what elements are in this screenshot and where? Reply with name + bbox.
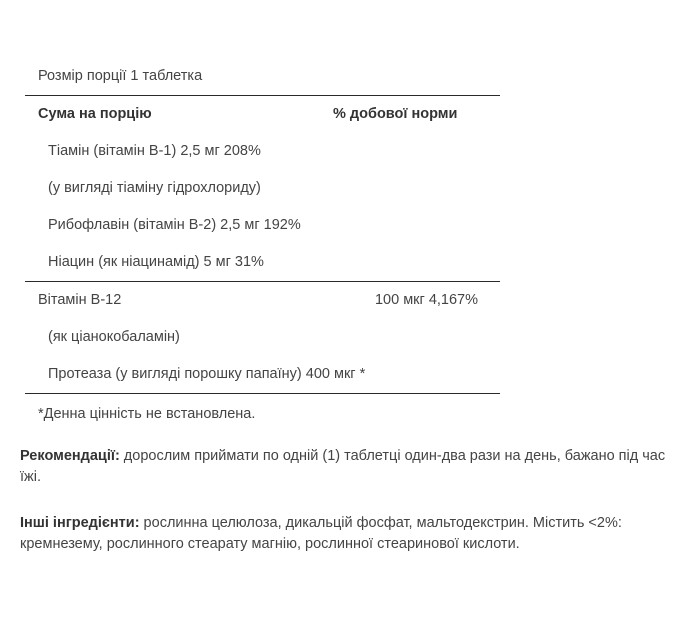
supplement-facts-table bbox=[25, 58, 500, 434]
nutrient-row-thiamin: Тіамін (вітамін B-1) 2,5 мг 208% bbox=[48, 143, 261, 159]
other-ingredients-text: рослинна целюлоза, дикальцій фосфат, мальтодекстрин. Містить <2%: кремнезему, рослинного стеарату магнію, рослинної стеаринової кислоти. bbox=[20, 515, 622, 552]
daily-value-header: % добової норми bbox=[333, 106, 458, 122]
daily-value-footnote: *Денна цінність не встановлена. bbox=[38, 406, 256, 422]
facts-header bbox=[25, 96, 500, 133]
recommendations-paragraph bbox=[20, 446, 670, 488]
other-ingredients-label: Інші інгредієнти: bbox=[20, 515, 140, 531]
recommendations-text: дорослим приймати по одній (1) таблетці один-два рази на день, бажано під час їжі. bbox=[20, 448, 666, 485]
b12-name: Вітамін B-12 bbox=[38, 292, 122, 308]
amount-per-serving-header: Сума на порцію bbox=[38, 106, 152, 122]
nutrient-row-b12 bbox=[25, 281, 500, 319]
nutrient-row-thiamin-form: (у вигляді тіаміну гідрохлориду) bbox=[48, 180, 261, 196]
nutrient-row-niacin: Ніацин (як ніацинамід) 5 мг 31% bbox=[48, 254, 264, 270]
nutrient-row-b12-form: (як ціанокобаламін) bbox=[48, 329, 180, 345]
b12-value: 100 мкг 4,167% bbox=[374, 292, 478, 308]
nutrient-row-protease: Протеаза (у вигляді порошку папаїну) 400 мкг * bbox=[25, 356, 500, 394]
other-ingredients-paragraph bbox=[20, 513, 670, 555]
recommendations-label: Рекомендації: bbox=[20, 448, 120, 464]
nutrient-row-riboflavin: Рибофлавін (вітамін B-2) 2,5 мг 192% bbox=[48, 217, 301, 233]
serving-size: Розмір порції 1 таблетка bbox=[25, 58, 500, 96]
